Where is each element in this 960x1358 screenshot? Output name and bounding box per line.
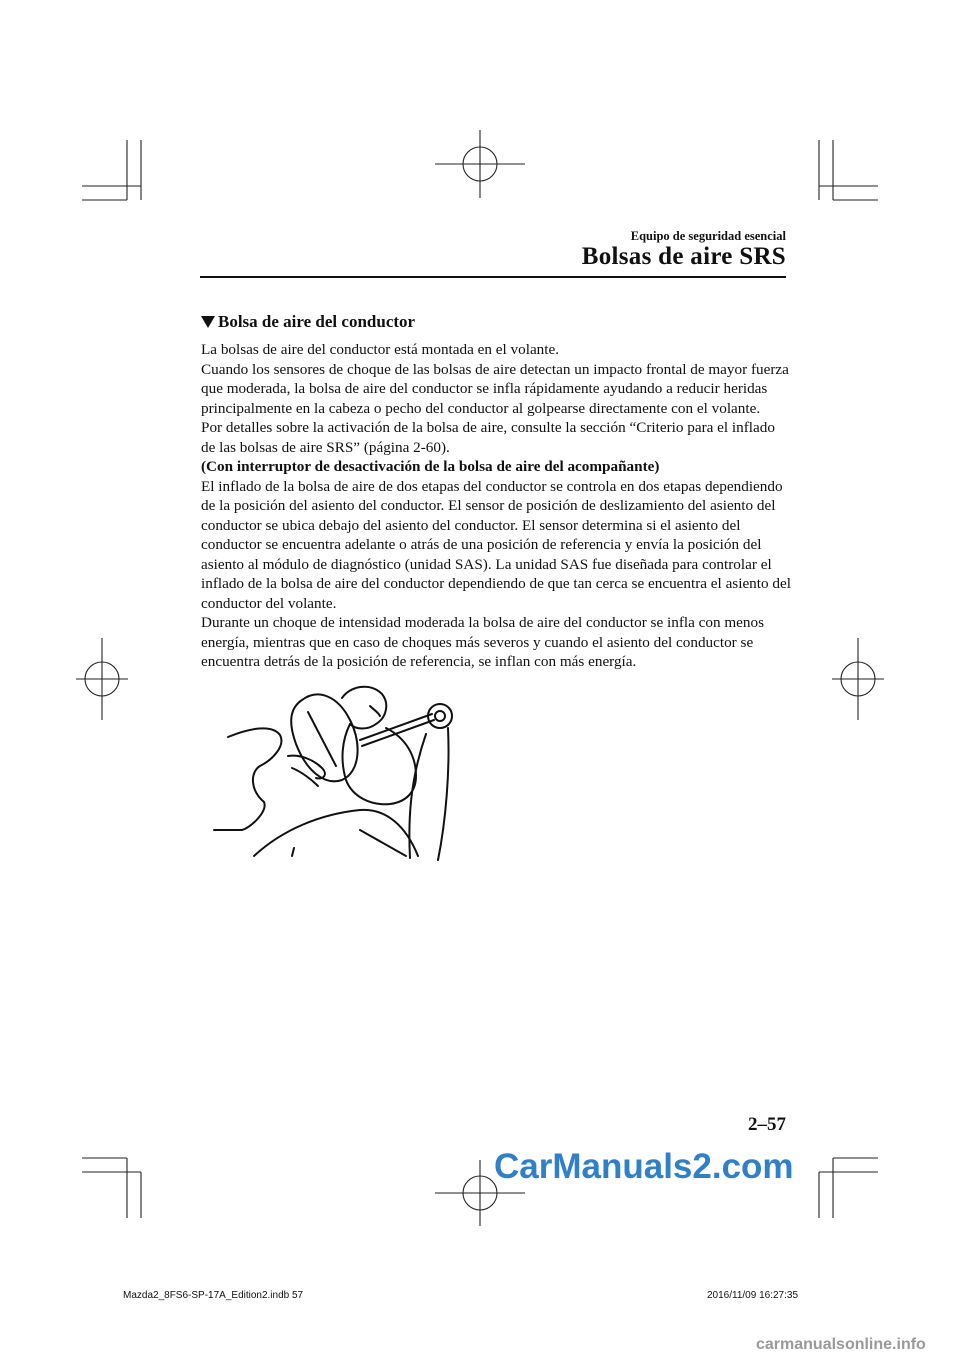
imprint-timestamp: 2016/11/09 16:27:35 [707,1290,799,1301]
paragraph: Cuando los sensores de choque de las bolsas de aire detectan un impacto frontal de mayor fuerza que moderada, la bolsa de aire del conductor se infla rápidamente ayudando a reducir heridas principalmente en la cabeza o pecho del conductor al golpearse directamente con el volante. [201,360,789,417]
chapter-subtitle: Equipo de seguridad esencial [630,229,786,243]
paragraph: Por detalles sobre la activación de la bolsa de aire, consulte la sección “Criterio para el inflado de las bolsas de aire SRS” (página 2-60). [201,419,775,456]
imprint-filename: Mazda2_8FS6-SP-17A_Edition2.indb 57 [123,1290,304,1301]
paragraph-bold-note: (Con interruptor de desactivación de la bolsa de aire del acompañante) [201,458,660,475]
page-title: Bolsas de aire SRS [581,243,786,270]
header-divider [200,276,786,278]
paragraph: Durante un choque de intensidad moderada la bolsa de aire del conductor se infla con menos energía, mientras que en caso de choques más severos y cuando el asiento del conductor se encuentra detrás de la posición de referencia, se inflan con más energía. [201,614,765,670]
paragraph: El inflado de la bolsa de aire de dos etapas del conductor se controla en dos etapas dependiendo de la posición del asiento del conductor. El sensor de posición de deslizamiento del asiento del conductor se ubica debajo del asiento del conductor. El sensor determina si el asiento del conductor se encuentra adelante o atrás de una posición de referencia y envía la posición del asiento al módulo de diagnóstico (unidad SAS). La unidad SAS fue diseñada para controlar el inflado de la bolsa de aire del conductor dependiendo de que tan cerca se encuentra el asiento del conductor del volante. [201,477,791,612]
section-heading-text: Bolsa de aire del conductor [218,312,416,331]
body-text [201,340,791,672]
paragraph: La bolsas de aire del conductor está montada en el volante. [201,341,560,358]
driver-airbag-illustration [210,680,475,865]
watermark-carmanuals2: CarManuals2.com [494,1147,794,1186]
page-number: 2–57 [748,1114,786,1135]
triangle-bullet-icon [201,316,215,328]
section-heading [201,312,415,332]
watermark-carmanualsonline: carmanualsonline.info [756,1336,926,1353]
